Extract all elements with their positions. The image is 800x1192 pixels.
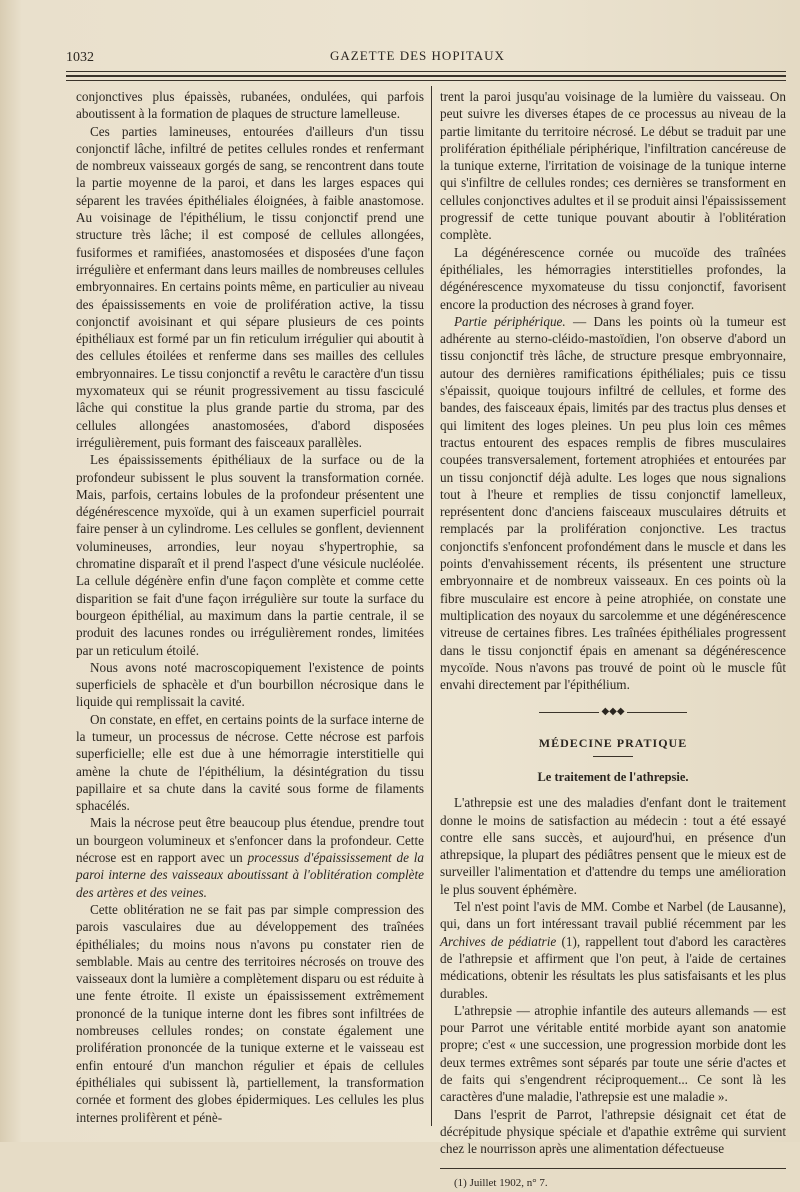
footnote-rule xyxy=(440,1168,786,1169)
paragraph: L'athrepsie est une des maladies d'enfant dont le traitement donne le moins de satisfaction au médecin : tout a été essayé contre elle sans succès, et aujourd'hui, en présence d'un athrepsique, la plupart des pédiâtres pensent que le mieux est de surveiller l'alimentation et d'attendre du temps une amélioration le plus souvent éphémère. xyxy=(440,795,786,897)
paragraph: Cette oblitération ne se fait pas par simple compression des parois vasculaires due au développement des traînées épithéliales; du moins nous n'avons pu constater rien de semblable. Mais au centre des territoires nécrosés on trouve des vaisseaux dont la lumière a complètement disparu ou est réduite à une fente étroite. Il existe un épaississement extrêmement prononcé de la tunique interne dont les fibres sont infiltrées de nombreuses cellules rondes; on constate également une prolifération prononcée de la tunique externe et le vaisseau est enfin entouré d'un manchon régulier et épais de cellules épithéliales qui subissent là, partiellement, la transformation cornée et forment des globes épidermiques. Les cellules les plus internes prolifèrent et pénè- xyxy=(76,901,424,1125)
header-rule-bottom xyxy=(66,80,786,81)
paragraph-text: Mais la nécrose peut être beaucoup plus étendue, prendre tout un bourgeon volumineux et s'enfoncer dans la profondeur. Cette nécrose est en rapport avec un xyxy=(76,815,424,866)
header-rule-thick xyxy=(66,75,786,77)
footnote: (1) Juillet 1902, n° 7. xyxy=(454,1176,548,1189)
section-title: MÉDECINE PRATIQUE xyxy=(538,735,688,750)
paragraph-text: Tel n'est point l'avis de MM. Combe et Narbel (de Lausanne), qui, dans un fort intéressant travail publié récemment par les xyxy=(440,899,786,932)
paragraph: L'athrepsie — atrophie infantile des auteurs allemands — est pour Parrot une véritable entité morbide ayant son anatomie propre; c'est « une succession, une progression morbide dont les deux termes extrêmes sont séparés par toute une série d'actes et de faits qui s'engendrent réciproquement... Ce sont là les caractères d'une maladie, l'athrepsie est une maladie ». xyxy=(440,1002,786,1105)
paragraph: La dégénérescence cornée ou mucoïde des traînées épithéliales, les hémorragies interstitielles profondes, la dégénérescence myxomateuse du tissu conjonctif, favorisent encore la production des nécroses à grand foyer. xyxy=(440,244,786,312)
paragraph: Ces parties lamineuses, entourées d'ailleurs d'un tissu conjonctif lâche, infiltré de petites cellules rondes et renfermant de nombreux vaisseaux gorgés de sang, se rencontrent dans toute la partie moyenne de la paroi, et dans les larges espaces qui séparent les travées épithéliales éloignées, à faible anastomose. Au voisinage de l'épithélium, le tissu conjonctif prend une structure très lâche; il est composé de cellules allongées, fusiformes et ramifiées, anastomosées et disposées d'une façon irrégulière et enfermant dans leurs mailles de nombreuses cellules embryonnaires. En certains points même, en particulier au niveau des épaississements en voie de prolifération active, la tissu conjonctif avoisinant et qui sépare plusieurs de ces points épithéliaux est formé par un fin reticulum irrégulier qui aboutit à des cellules étoilées et renferme dans ses mailles des cellules embryonnaires. Le tissu conjonctif a revêtu le caractère d'un tissu myxomateux qui se réunit progressivement au tissu fasciculé lâche qui constitue la plus grande partie du stroma, par des cellules allongées anastomosées, d'abord disposées irrégulièrement, puis formant des faisceaux parallèles. xyxy=(76,123,424,450)
subsection-lead: Partie périphérique. xyxy=(454,313,566,329)
journal-reference: Archives de pédiatrie xyxy=(440,933,557,949)
ornament-line xyxy=(539,712,599,713)
paragraph-text: (1), rappellent tout d'abord les caractères de l'athrepsie et affirment que l'on peut, à l'aide de certaines médications, obtenir les résultats les plus satisfaisants et les plus durables. xyxy=(440,933,786,1001)
ornament-glyph: ◆◆◆ xyxy=(601,706,625,718)
paragraph: Dans l'esprit de Parrot, l'athrepsie désignait cet état de décrépitude physique spéciale et d'apathie extrême qui survient chez le nourrisson après une alimentation défectueuse xyxy=(440,1106,786,1157)
paragraph: Les épaississements épithéliaux de la surface ou de la profondeur subissent le plus souvent la transformation cornée. Mais, parfois, certains lobules de la profondeur présentent une dégénérescence myxoïde, qui à un examen superficiel pourrait faire penser à un cylindrome. Les cellules se gonflent, deviennent volumineuses, arrondies, leur noyau s'hypertrophie, sa chromatine disparaît et il prend l'aspect d'une vésicule nucléolée. La cellule dégénère enfin d'une façon complète et comme cette disparition se fait d'une façon irrégulière sur toute la surface du bourgeon épithélial, au maximum dans la partie centrale, il se produit des lacunes rondes ou irrégulièrement rondes, limitées par un reticulum étoilé. xyxy=(76,452,424,658)
paragraph xyxy=(440,313,786,694)
paragraph-text: — Dans les points où la tumeur est adhérente au sterno-cléido-mastoïdien, l'on observe d'abord un tissu conjonctif très lâche, de structure presque embryonnaire, autour des dernières ramifications épithéliales; puis ce tissu s'épaissit, quoique toujours infiltré de cellules, et forme des bandes, des faisceaux épais, limités par des tractus plus denses et qui limitent des loges pleines. Un peu plus loin ces mêmes tractus entourent des espaces remplis de fibres musculaires coupées transversalement, fortement atrophiées et entourées par un tissu conjonctif déjà adulte. Les loges que nous signalions tout à l'heure et remplies de tissu conjonctif lamelleux, représentent donc d'anciens faisceaux musculaires détruits et remplacés par la prolifération conjonctive. Les tractus conjonctifs s'enfoncent profondément dans le muscle et dans les points d'envahissement récents, ils présentent une structure embryonnaire et de nombreux vaisseaux. En ces points où la fibre musculaire est encore à peine atrophiée, on constate une multiplication des noyaux du sarcolemme et une dégénérescence vitreuse de certaines fibres. Les traînées épithéliales progressent dans le tissu conjonctif épais en amenant sa dégénérescence mycoïde. Nous n'avons pas trouvé de point où le muscle fût envahi directement par l'épithélium. xyxy=(440,313,786,693)
article-title: Le traitement de l'athrepsie. xyxy=(537,769,689,784)
paragraph: trent la paroi jusqu'au voisinage de la lumière du vaisseau. On peut suivre les diverses étapes de ce processus au niveau de la partie limitante du territoire nécrosé. Le début se traduit par une prolifération épithéliale périphérique, l'infiltration cancéreuse de la tunique externe, l'irritation de voisinage de la tunique interne qui s'infiltre de cellules rondes; ces dernières se transforment en cellules conjonctives adultes et il se produit ainsi l'épaississement progressif de cette tunique pouvant aboutir à l'oblitération complète. xyxy=(440,89,786,243)
right-column xyxy=(440,88,786,1192)
journal-title: GAZETTE DES HOPITAUX xyxy=(330,48,505,63)
page-number: 1032 xyxy=(66,50,94,65)
section-ornament xyxy=(440,703,786,720)
left-column xyxy=(76,88,424,1126)
column-divider xyxy=(431,86,432,1126)
section-rule xyxy=(593,756,633,757)
paragraph: conjonctives plus épaissès, rubanées, ondulées, qui parfois aboutissent à la formation de plaques de structure lamelleuse. xyxy=(76,89,424,122)
ornament-line xyxy=(627,712,687,713)
header-rule xyxy=(66,71,786,72)
italic-emphasis: processus d'épaississement de la paroi interne des vaisseaux aboutissant à l'oblitération complète des artères et des veines. xyxy=(76,850,424,900)
paragraph xyxy=(76,814,424,900)
paragraph xyxy=(440,898,786,1002)
paragraph: On constate, en effet, en certains points de la surface interne de la tumeur, un processus de nécrose. Cette nécrose est parfois superficielle; elle est due à une hémorragie interstitielle qui amène la chute de l'épithélium, la désintégration du tissu papillaire et sa chute dans la cavité sous forme de filaments sphacélés. xyxy=(76,711,424,814)
paragraph: Nous avons noté macroscopiquement l'existence de points superficiels de sphacèle et d'un bourbillon nécrosique dans le liquide qui remplissait la cavité. xyxy=(76,659,424,710)
